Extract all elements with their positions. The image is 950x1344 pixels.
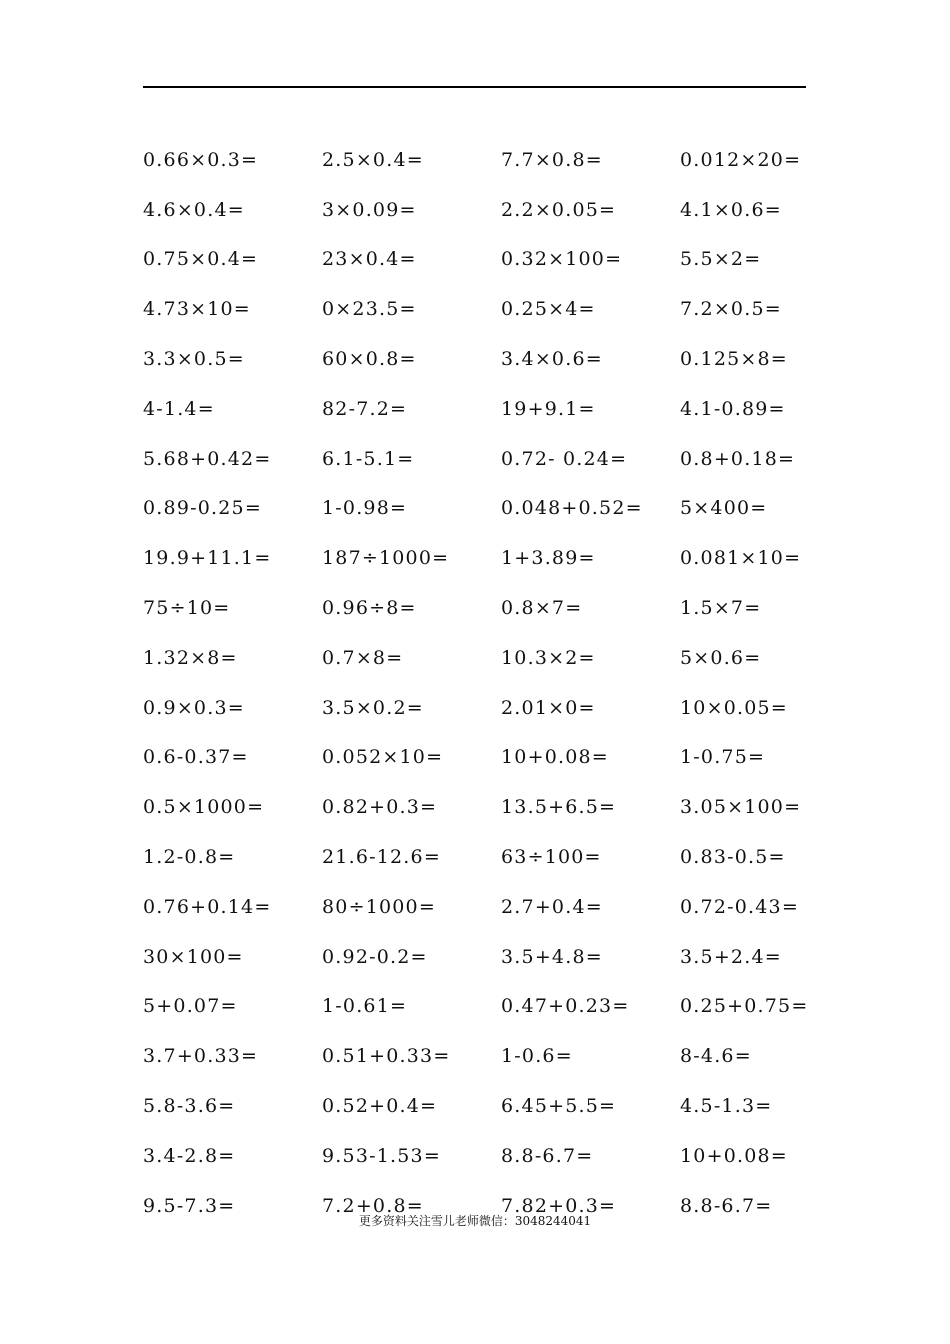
arithmetic-problem: 0.052×10=: [322, 746, 444, 769]
arithmetic-problem: 1+3.89=: [501, 547, 596, 570]
arithmetic-problem: 0.081×10=: [680, 547, 802, 570]
problem-row: [143, 284, 863, 334]
arithmetic-problem: 7.82+0.3=: [501, 1194, 617, 1217]
problem-row: [143, 1031, 863, 1081]
arithmetic-problem: 0.72-0.43=: [680, 895, 799, 918]
arithmetic-problem: 0.012×20=: [680, 148, 802, 171]
arithmetic-problem: 5+0.07=: [143, 995, 238, 1018]
arithmetic-problem: 1-0.75=: [680, 746, 766, 769]
arithmetic-problem: 3.5+2.4=: [680, 945, 782, 968]
arithmetic-problem: 2.5×0.4=: [322, 148, 424, 171]
problem-row: [143, 1081, 863, 1131]
arithmetic-problem: 3.4×0.6=: [501, 348, 603, 371]
arithmetic-problem: 1-0.6=: [501, 1045, 573, 1068]
arithmetic-problem: 5.8-3.6=: [143, 1095, 236, 1118]
arithmetic-problem: 0.52+0.4=: [322, 1095, 438, 1118]
arithmetic-problem: 0.5×1000=: [143, 796, 265, 819]
arithmetic-problem: 0.7×8=: [322, 646, 404, 669]
problem-row: [143, 583, 863, 633]
arithmetic-problem: 4.1×0.6=: [680, 198, 782, 221]
arithmetic-problem: 0.76+0.14=: [143, 895, 272, 918]
problem-row: [143, 932, 863, 982]
arithmetic-problem: 3.7+0.33=: [143, 1045, 259, 1068]
arithmetic-problem: 4-1.4=: [143, 397, 215, 420]
problem-row: [143, 384, 863, 434]
arithmetic-problem: 0.96÷8=: [322, 597, 417, 620]
arithmetic-problem: 75÷10=: [143, 597, 231, 620]
arithmetic-problem: 3.05×100=: [680, 796, 802, 819]
arithmetic-problem: 5.5×2=: [680, 248, 762, 271]
arithmetic-problem: 0.25+0.75=: [680, 995, 809, 1018]
arithmetic-problem: 0.83-0.5=: [680, 846, 786, 869]
problem-row: [143, 185, 863, 235]
arithmetic-problem: 6.45+5.5=: [501, 1095, 617, 1118]
arithmetic-problem: 8-4.6=: [680, 1045, 752, 1068]
footer-note: 更多资料关注雪儿老师微信：3048244041: [358, 1214, 592, 1228]
arithmetic-problem: 5×0.6=: [680, 646, 762, 669]
arithmetic-problem: 10×0.05=: [680, 696, 788, 719]
arithmetic-problem: 1-0.98=: [322, 497, 408, 520]
arithmetic-problem: 0.8+0.18=: [680, 447, 796, 470]
arithmetic-problem: 6.1-5.1=: [322, 447, 415, 470]
problem-grid: [143, 135, 863, 1231]
problem-row: [143, 882, 863, 932]
arithmetic-problem: 0.66×0.3=: [143, 148, 259, 171]
arithmetic-problem: 0.89-0.25=: [143, 497, 262, 520]
arithmetic-problem: 23×0.4=: [322, 248, 417, 271]
arithmetic-problem: 0.9×0.3=: [143, 696, 245, 719]
arithmetic-problem: 4.6×0.4=: [143, 198, 245, 221]
arithmetic-problem: 1.2-0.8=: [143, 846, 236, 869]
problem-row: [143, 334, 863, 384]
arithmetic-problem: 21.6-12.6=: [322, 846, 441, 869]
arithmetic-problem: 13.5+6.5=: [501, 796, 617, 819]
arithmetic-problem: 0.75×0.4=: [143, 248, 259, 271]
problem-row: [143, 235, 863, 285]
arithmetic-problem: 9.5-7.3=: [143, 1194, 236, 1217]
arithmetic-problem: 2.2×0.05=: [501, 198, 617, 221]
problem-row: [143, 533, 863, 583]
arithmetic-problem: 30×100=: [143, 945, 244, 968]
arithmetic-problem: 3.4-2.8=: [143, 1144, 236, 1167]
arithmetic-problem: 8.8-6.7=: [501, 1144, 594, 1167]
arithmetic-problem: 0.6-0.37=: [143, 746, 249, 769]
arithmetic-problem: 3.3×0.5=: [143, 348, 245, 371]
arithmetic-problem: 9.53-1.53=: [322, 1144, 441, 1167]
arithmetic-problem: 4.73×10=: [143, 298, 251, 321]
problem-row: [143, 1131, 863, 1181]
arithmetic-problem: 0.72- 0.24=: [501, 447, 628, 470]
arithmetic-problem: 60×0.8=: [322, 348, 417, 371]
arithmetic-problem: 82-7.2=: [322, 397, 408, 420]
arithmetic-problem: 1.32×8=: [143, 646, 238, 669]
arithmetic-problem: 1-0.61=: [322, 995, 408, 1018]
arithmetic-problem: 5×400=: [680, 497, 768, 520]
arithmetic-problem: 0.51+0.33=: [322, 1045, 451, 1068]
arithmetic-problem: 8.8-6.7=: [680, 1194, 773, 1217]
arithmetic-problem: 0.32×100=: [501, 248, 623, 271]
arithmetic-problem: 0.25×4=: [501, 298, 596, 321]
arithmetic-problem: 7.2+0.8=: [322, 1194, 424, 1217]
arithmetic-problem: 3.5×0.2=: [322, 696, 424, 719]
arithmetic-problem: 19+9.1=: [501, 397, 596, 420]
arithmetic-problem: 187÷1000=: [322, 547, 450, 570]
arithmetic-problem: 0.47+0.23=: [501, 995, 630, 1018]
arithmetic-problem: 0.8×7=: [501, 597, 583, 620]
problem-row: [143, 434, 863, 484]
arithmetic-problem: 80÷1000=: [322, 895, 436, 918]
arithmetic-problem: 2.01×0=: [501, 696, 596, 719]
problem-row: [143, 633, 863, 683]
arithmetic-problem: 3.5+4.8=: [501, 945, 603, 968]
arithmetic-problem: 0.82+0.3=: [322, 796, 438, 819]
problem-row: [143, 982, 863, 1032]
problem-row: [143, 683, 863, 733]
problem-row: [143, 782, 863, 832]
arithmetic-problem: 4.1-0.89=: [680, 397, 786, 420]
arithmetic-problem: 2.7+0.4=: [501, 895, 603, 918]
arithmetic-problem: 0.048+0.52=: [501, 497, 643, 520]
problem-row: [143, 484, 863, 534]
problem-row: [143, 135, 863, 185]
problem-row: [143, 733, 863, 783]
arithmetic-problem: 0.92-0.2=: [322, 945, 428, 968]
arithmetic-problem: 10+0.08=: [680, 1144, 788, 1167]
arithmetic-problem: 7.2×0.5=: [680, 298, 782, 321]
arithmetic-problem: 5.68+0.42=: [143, 447, 272, 470]
arithmetic-problem: 4.5-1.3=: [680, 1095, 773, 1118]
arithmetic-problem: 10.3×2=: [501, 646, 596, 669]
arithmetic-problem: 0×23.5=: [322, 298, 417, 321]
arithmetic-problem: 19.9+11.1=: [143, 547, 272, 570]
arithmetic-problem: 3×0.09=: [322, 198, 417, 221]
arithmetic-problem: 0.125×8=: [680, 348, 788, 371]
arithmetic-problem: 1.5×7=: [680, 597, 762, 620]
arithmetic-problem: 10+0.08=: [501, 746, 609, 769]
arithmetic-problem: 63÷100=: [501, 846, 602, 869]
header-rule: [143, 86, 806, 88]
problem-row: [143, 832, 863, 882]
arithmetic-problem: 7.7×0.8=: [501, 148, 603, 171]
